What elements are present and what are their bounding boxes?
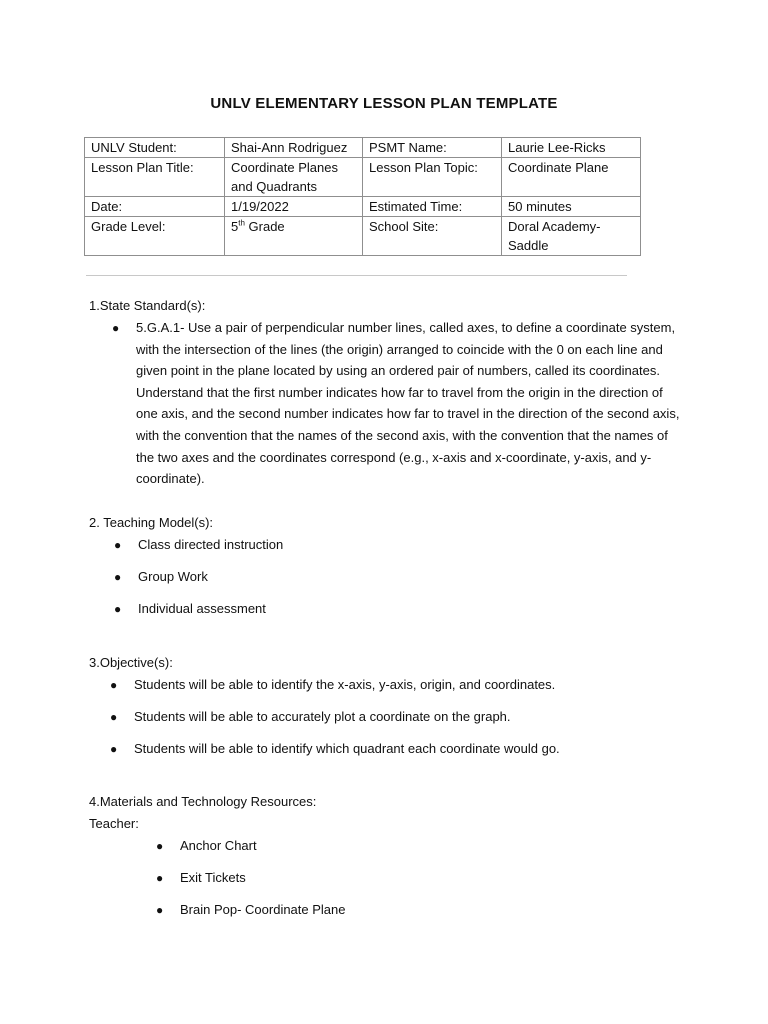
bullet-icon: ●	[114, 570, 122, 584]
table-cell: School Site:	[363, 217, 502, 256]
list-item: ● Students will be able to identify which quadrant each coordinate would go.	[110, 741, 560, 756]
grade-number: 5	[231, 219, 239, 234]
bullet-icon: ●	[156, 871, 164, 885]
objectives-heading: 3.Objective(s):	[89, 655, 173, 670]
bullet-icon: ●	[156, 903, 164, 917]
table-cell: Lesson Plan Title:	[85, 158, 225, 197]
table-cell: Coordinate Planes and Quadrants	[225, 158, 363, 197]
grade-cell	[225, 217, 363, 256]
table-cell: Laurie Lee-Ricks	[502, 138, 641, 158]
table-cell: Grade Level:	[85, 217, 225, 256]
list-item: ● Group Work	[114, 569, 208, 584]
list-item: ● Students will be able to identify the x-axis, y-axis, origin, and coordinates.	[110, 677, 556, 692]
table-cell: Estimated Time:	[363, 197, 502, 217]
teaching-model-heading: 2. Teaching Model(s):	[89, 515, 214, 530]
document-title: UNLV ELEMENTARY LESSON PLAN TEMPLATE	[210, 95, 558, 112]
standard-text: 5.G.A.1- Use a pair of perpendicular number lines, called axes, to define a coordinate system, with the intersection of the lines (the origin) arranged to coincide with the 0 on each line and given point in the plane located by using an ordered pair of numbers, called its coordinates. Understand that the first number indicates how far to travel from the origin in the direction of one axis, and the second number indicates how far to travel in the direction of the second axis, with the convention that the names of the second axis, with the convention that the names of the two axes and the coordinates correspond (e.g., x-axis and x-coordinate, y-axis, and y-coordinate).	[136, 320, 680, 487]
materials-heading: 4.Materials and Technology Resources:	[89, 794, 317, 809]
table-row	[85, 217, 641, 256]
bullet-icon: ●	[110, 678, 118, 692]
table-row	[85, 197, 641, 217]
bullet-icon: ●	[110, 710, 118, 724]
horizontal-divider	[86, 275, 627, 276]
list-item: ● Class directed instruction	[114, 537, 284, 552]
lesson-info-table	[84, 137, 641, 256]
table-cell: Date:	[85, 197, 225, 217]
teacher-subheading: Teacher:	[89, 816, 139, 831]
table-cell: PSMT Name:	[363, 138, 502, 158]
bullet-icon: ●	[112, 321, 120, 335]
list-item: ● Individual assessment	[114, 601, 266, 616]
table-cell: Shai-Ann Rodriguez	[225, 138, 363, 158]
bullet-icon: ●	[114, 538, 122, 552]
list-item: ● Students will be able to accurately plot a coordinate on the graph.	[110, 709, 511, 724]
bullet-icon: ●	[110, 742, 118, 756]
bullet-icon: ●	[156, 839, 164, 853]
table-cell: Doral Academy-Saddle	[502, 217, 641, 256]
table-cell: Lesson Plan Topic:	[363, 158, 502, 197]
table-cell: 1/19/2022	[225, 197, 363, 217]
table-cell: 50 minutes	[502, 197, 641, 217]
list-item: ● Brain Pop- Coordinate Plane	[156, 902, 346, 917]
grade-word: Grade	[248, 219, 285, 234]
list-item: ● Anchor Chart	[156, 838, 257, 853]
table-cell: UNLV Student:	[85, 138, 225, 158]
table-cell: Coordinate Plane	[502, 158, 641, 197]
standards-heading: 1.State Standard(s):	[89, 298, 206, 313]
grade-suffix: th	[238, 218, 245, 228]
table-row	[85, 158, 641, 197]
list-item: ● Exit Tickets	[156, 870, 246, 885]
bullet-icon: ●	[114, 602, 122, 616]
table-row	[85, 138, 641, 158]
